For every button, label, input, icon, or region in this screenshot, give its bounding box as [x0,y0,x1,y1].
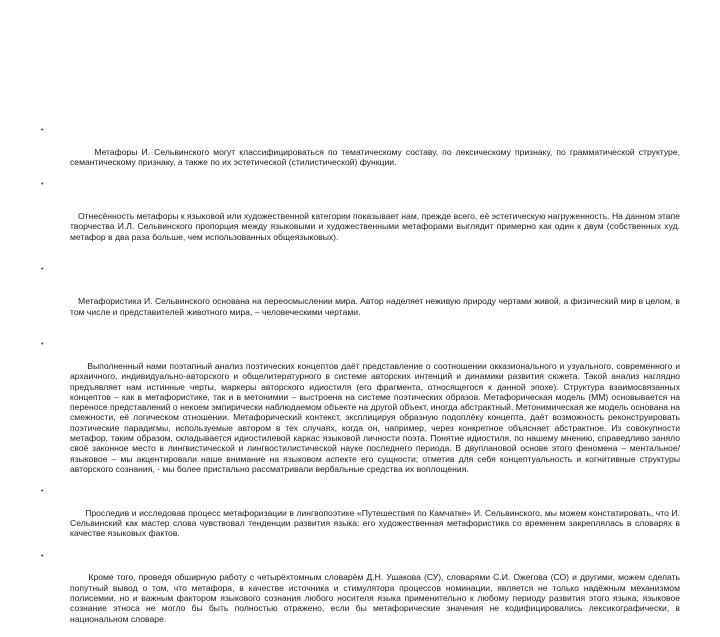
list-item [40,552,683,634]
bullet-icon: • [41,552,44,560]
paragraph-text: Проследив и исследовав процесс метафоризации в лингвопоэтике «Путешествия по Камчатке» И. Сельвинского, мы можем констатировать, что И. Сельвинский как мастер слова чувствовал тенденции развития языка: его художественная метафористика со временем закреплялась в словарях в качестве языковых фактов. [70,507,683,539]
paragraph-text: Выполненный нами поэтапный анализ поэтических концептов даёт представление о соотношении окказионального и узуального, современного и архаичного, индивидуально-авторского и общелитературного в системе авторских интенций и динамики развития сюжета. Такой анализ наглядно предъявляет нам истинные черты, маркеры авторского идиостиля (его фрагмента, относящегося к данной эпохе). Структура взаимосвязанных концептов – как в метафористике, так и в метонимии – выстроена на системе поэтических образов. Метафорическая модель (ММ) основывается на переносе представлений о некоем эмпирически наблюдаемом объекте на другой объект, иногда абстрактный. Метонимическая же модель основана на смежности, её логическом отношении. Метафорический контекст, эксплицируя образную подоплёку концепта, даёт возможность реконструировать поэтические парадигмы, используемые автором в тех случаях, когда он, например, через конкретное объясняет абстрактное. Из совокупности метафор, таким образом, складывается идиостилевой каркас языковой личности поэта. Понятие идиостиля, по нашему мнению, справедливо заняло своё законное место в лингвистической и лингвостилистической науке последнего периода. В двуплановой основе этого феномена – ментальное/языковое – мы акцентировали наше внимание на языковом аспекте его сущности; отметив для себя концептуальность и когнитивные структуры авторского сознания, - мы более пристально рассматривали вербальные средства их воплощения. [70,360,683,474]
bullet-icon: • [41,127,44,134]
paragraph-text: Метафоры И. Сельвинского могут классифицироваться по тематическому составу, по лексическому признаку, по грамматической структуре, семантическому признаку, а также по их эстетической (стилистической) функции. [70,146,683,167]
list-item [40,340,683,484]
paragraph-text: Кроме того, проведя обширную работу с четырёхтомным словарём Д.Н. Ушакова (СУ), словарями С.И. Ожегова (СО) и другими, можем сделать попутный вывод о том, что метафора, в качестве источника и стимулятора процессов номинации, является не только надёжным механизмом полисемии, но и важным фактором языкового сознания любого носителя языка применительно к любому периоду развития этого языка; языковое сознание этноса не могло бы быть полностью отражено, если бы метафорические значения не кодифицировались лексикографически, в национальном словаре. [70,572,683,624]
list-item [40,265,683,337]
list-item [40,180,683,262]
bullet-icon: • [41,341,44,349]
bullet-list [40,126,683,637]
paragraph-text: Метафористика И. Сельвинского основана на переосмыслении мира. Автор наделяет неживую природу чертами живой, а физический мир в целом, в том числе и представителей животного мира, – человеческими чертами. [70,296,683,317]
list-item [40,126,683,177]
bullet-icon: • [41,266,44,274]
bullet-icon: • [41,181,44,189]
paragraph-text: Отнесённость метафоры к языковой или художественной категории показывает нам, прежде всего, её эстетическую нагруженность. На данном этапе творчества И.Л. Сельвинского пропорция между языковыми и художественными метафорами выглядит примерно как один к двум (собственных худ. метафор в два раза больше, чем использованных общеязыковых). [70,211,683,242]
bullet-icon: • [41,488,44,496]
